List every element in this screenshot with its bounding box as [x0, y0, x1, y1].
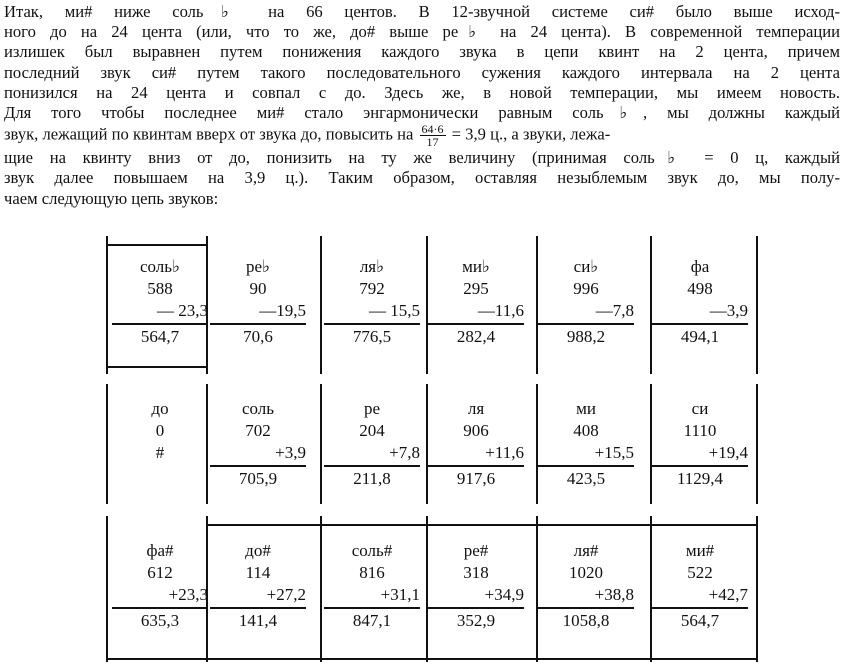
text-segment: звук, лежащий по квинтам вверх от звука до, повысить на [4, 124, 414, 144]
note-name: соль# [351, 541, 393, 560]
cents-value: 996 [573, 279, 599, 298]
sum-rule [112, 323, 208, 325]
cents-correction: —3,9 [709, 301, 748, 320]
sum-rule [210, 607, 306, 609]
table-cell [648, 540, 752, 632]
text-line-with-fraction [4, 123, 840, 148]
cents-correction: —7,8 [595, 301, 634, 320]
cents-value: 498 [687, 279, 713, 298]
table-cell [424, 398, 528, 490]
cents-correction: +38,8 [594, 585, 634, 604]
fraction-denominator: 17 [426, 135, 439, 150]
cents-result: 564,7 [680, 610, 720, 630]
cents-correction: +23,3 [168, 585, 208, 604]
text-line: ного до на 24 цента (или, что то же, до# выше ре♭ на 24 цента). В современной темперации [4, 22, 840, 42]
table-column-rule [756, 516, 758, 662]
cents-correction: —11,6 [477, 301, 524, 320]
cents-value: 702 [245, 421, 271, 440]
cents-correction: +19,4 [708, 443, 748, 462]
sum-rule [324, 323, 420, 325]
table-cell [648, 256, 752, 348]
table-column-rule [756, 384, 758, 504]
cents-result: 847,1 [352, 610, 392, 630]
sum-rule [210, 323, 306, 325]
note-name: ми [576, 399, 596, 418]
cents-result: 282,4 [456, 326, 496, 346]
cents-value: 0 [155, 421, 165, 440]
cents-correction: +15,5 [594, 443, 634, 462]
table-bottom-rule [106, 658, 756, 660]
sum-rule [210, 465, 306, 467]
table-cell [424, 540, 528, 632]
sum-rule [112, 607, 208, 609]
cents-result: 141,4 [238, 610, 278, 630]
cents-value: 906 [463, 421, 489, 440]
sum-rule [652, 465, 748, 467]
cents-correction: +42,7 [708, 585, 748, 604]
table-cell [320, 398, 424, 490]
note-name: соль [241, 399, 275, 418]
cents-value: 204 [359, 421, 385, 440]
note-name: ля♭ [359, 257, 385, 276]
note-name: си♭ [573, 257, 599, 276]
cents-value: 318 [463, 563, 489, 582]
cents-value: 408 [573, 421, 599, 440]
cents-result: 705,9 [238, 468, 278, 488]
sum-rule [538, 323, 634, 325]
cents-result: 917,6 [456, 468, 496, 488]
cents-correction: —19,5 [259, 301, 306, 320]
cents-result: 423,5 [566, 468, 606, 488]
text-line: Для того чтобы последнее ми# стало энгармонически равным соль♭, мы должны каждый [4, 103, 840, 123]
note-name: ля [467, 399, 485, 418]
note-name: ми# [685, 541, 715, 560]
cents-value: 295 [463, 279, 489, 298]
table-cell [108, 398, 212, 464]
cents-value: 612 [147, 563, 173, 582]
cents-correction: — 23,3 [157, 301, 208, 320]
cents-result: 564,7 [140, 326, 180, 346]
sum-rule [324, 465, 420, 467]
cents-result: 494,1 [680, 326, 720, 346]
table-cell [320, 256, 424, 348]
note-name: ми♭ [462, 257, 490, 276]
note-name: ре♭ [245, 257, 271, 276]
text-line: понизился на 24 цента и совпал с до. Здесь же, в новой темперации, мы имеем новость. [4, 82, 840, 102]
cents-correction: — 15,5 [369, 301, 420, 320]
text-line: последний звук си# путем такого последовательного сужения каждого интервала на 2 цента [4, 62, 840, 82]
cents-correction: +11,6 [485, 443, 524, 462]
sum-rule [538, 607, 634, 609]
cents-result: 352,9 [456, 610, 496, 630]
note-name: фа# [146, 541, 174, 560]
cents-result: 988,2 [566, 326, 606, 346]
note-name: соль♭ [139, 257, 181, 276]
cents-correction: # [155, 443, 165, 462]
cents-result: 211,8 [353, 468, 391, 488]
cents-result: 635,3 [140, 610, 180, 630]
cents-value: 90 [249, 279, 267, 298]
table-cell [648, 398, 752, 490]
cents-correction: +34,9 [484, 585, 524, 604]
table-box-rule [106, 366, 206, 368]
table-cell [534, 398, 638, 490]
cents-value: 1020 [569, 563, 603, 582]
sum-rule [428, 465, 524, 467]
cents-result: 1129,4 [676, 468, 724, 488]
sum-rule [324, 607, 420, 609]
text-line: излишек был выравнен путем понижения каждого звука в цепи квинт на 2 цента, причем [4, 42, 840, 62]
fraction [420, 123, 446, 148]
cents-value: 792 [359, 279, 385, 298]
note-name: до [151, 399, 169, 418]
table-cell [206, 540, 310, 632]
table-cell [108, 540, 212, 632]
note-name: ля# [573, 541, 599, 560]
sum-rule [652, 323, 748, 325]
table-box-rule [106, 244, 206, 246]
table-top-rule [206, 524, 756, 526]
table-cell [534, 540, 638, 632]
cents-value: 522 [687, 563, 713, 582]
table-cell [108, 256, 212, 348]
cents-value: 816 [359, 563, 385, 582]
cents-result: 70,6 [243, 326, 273, 346]
cents-result: 1058,8 [562, 610, 610, 630]
table-cell [534, 256, 638, 348]
sum-rule [428, 323, 524, 325]
text-line: чаем следующую цепь звуков: [4, 188, 219, 208]
cents-value: 1110 [683, 421, 717, 440]
note-name: ре [363, 399, 381, 418]
cents-value: 588 [147, 279, 173, 298]
table-cell [206, 398, 310, 490]
cents-correction: +7,8 [389, 443, 420, 462]
sum-rule [538, 465, 634, 467]
cents-result: 776,5 [352, 326, 392, 346]
text-line: Итак, ми# ниже соль♭ на 66 центов. В 12-звучной системе си# было выше исход- [4, 2, 840, 21]
sum-rule [652, 607, 748, 609]
text-segment: = 3,9 ц., а звуки, лежа- [451, 124, 611, 144]
table-cell [424, 256, 528, 348]
note-name: ре# [463, 541, 489, 560]
note-name: си [691, 399, 709, 418]
sum-rule [428, 607, 524, 609]
table-cell [320, 540, 424, 632]
body-paragraph [4, 2, 840, 209]
fraction-numerator: 64·6 [421, 122, 444, 137]
table-column-rule [756, 236, 758, 374]
table-cell [206, 256, 310, 348]
cents-correction: +27,2 [266, 585, 306, 604]
text-line: щие на квинту вниз от до, понизить на ту же величину (принимая соль♭ = 0 ц, каждый [4, 148, 840, 168]
cents-correction: +3,9 [275, 443, 306, 462]
cents-value: 114 [245, 563, 271, 582]
note-name: до# [245, 541, 271, 560]
text-line: звук далее повышаем на 3,9 ц.). Таким образом, оставляя незыблемым звук до, мы полу- [4, 168, 840, 188]
cents-correction: +31,1 [380, 585, 420, 604]
note-name: фа [690, 257, 710, 276]
